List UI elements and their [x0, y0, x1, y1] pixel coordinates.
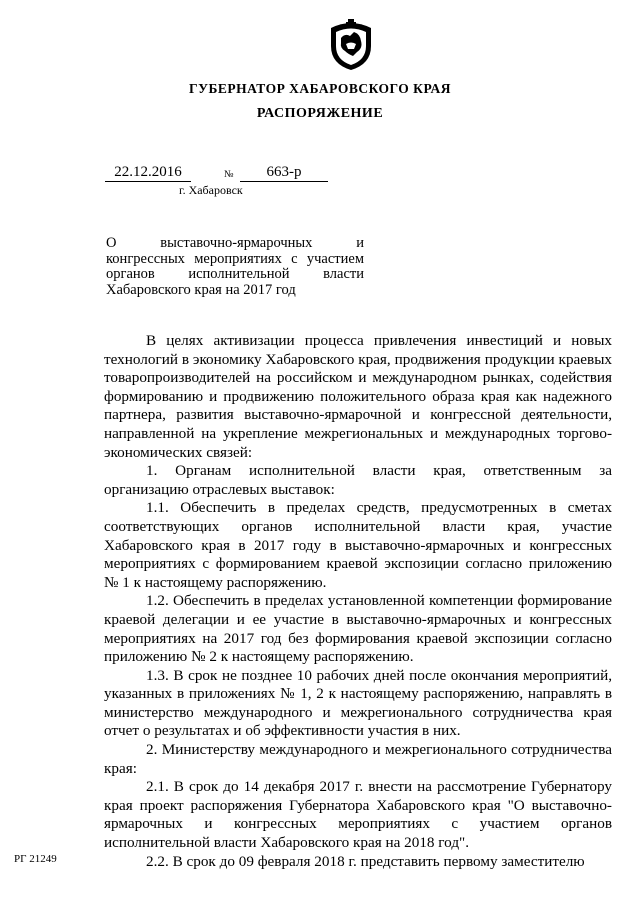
paragraph-2-1: 2.1. В срок до 14 декабря 2017 г. внести на рассмотрение Губернатору края проект распоряжения Губернатора Хабаровского края "О выставочно-ярмарочных и конгрессных мероприятиях с участием органов исполнительной власти Хабаровского края на 2018 год". — [104, 778, 612, 852]
document-city: г. Хабаровск — [179, 183, 243, 197]
number-sign: № — [224, 169, 234, 180]
khabarovsk-coat-of-arms-icon — [327, 16, 375, 72]
document-type-title: РАСПОРЯЖЕНИЕ — [256, 106, 384, 121]
paragraph-2-2: 2.2. В срок до 09 февраля 2018 г. представить первому заместителю — [146, 852, 585, 870]
document-body — [104, 332, 612, 871]
paragraph-preamble: В целях активизации процесса привлечения инвестиций и новых технологий в экономику Хабаровского края, продвижения продукции краевых товаропроизводителей на российском и международном рынках, содействия формированию и продвижению положительного образа края как надежного партнера, развития выставочно-ярмарочной и конгрессной деятельности, направленной на укрепление межрегиональных и международных торгово-экономических связей: — [104, 332, 612, 461]
document-date: 22.12.2016 — [105, 164, 191, 182]
paragraph-1-1: 1.1. Обеспечить в пределах средств, предусмотренных в сметах соответствующих органов исполнительной власти края, участие Хабаровского края в 2017 году в выставочно-ярмарочных и конгрессных мероприятиях с формированием краевой экспозиции согласно приложению № 1 к настоящему распоряжению. — [104, 499, 612, 591]
paragraph-1: 1. Органам исполнительной власти края, ответственным за организацию отраслевых выставок: — [104, 462, 612, 498]
issuing-authority: ГУБЕРНАТОР ХАБАРОВСКОГО КРАЯ — [189, 81, 451, 96]
document-number: 663-р — [240, 164, 328, 182]
registration-number: РГ 21249 — [14, 853, 57, 865]
paragraph-1-2: 1.2. Обеспечить в пределах установленной компетенции формирование краевой делегации и ее участие в выставочно-ярмарочных и конгрессных мероприятиях на 2017 год без формирования краевой экспозиции согласно приложению № 2 к настоящему распоряжению. — [104, 592, 612, 666]
paragraph-1-3: 1.3. В срок не позднее 10 рабочих дней после окончания мероприятий, указанных в приложениях № 1, 2 к настоящему распоряжению, направлять в министерство международного и межрегионального сотрудничества края отчет о результатах и об эффективности участия в них. — [104, 666, 612, 740]
document-subject: О выставочно-ярмарочных и конгрессных мероприятиях с участием органов исполнительной власти Хабаровского края на 2017 год — [106, 235, 364, 298]
paragraph-2: 2. Министерству международного и межрегионального сотрудничества края: — [104, 741, 612, 777]
